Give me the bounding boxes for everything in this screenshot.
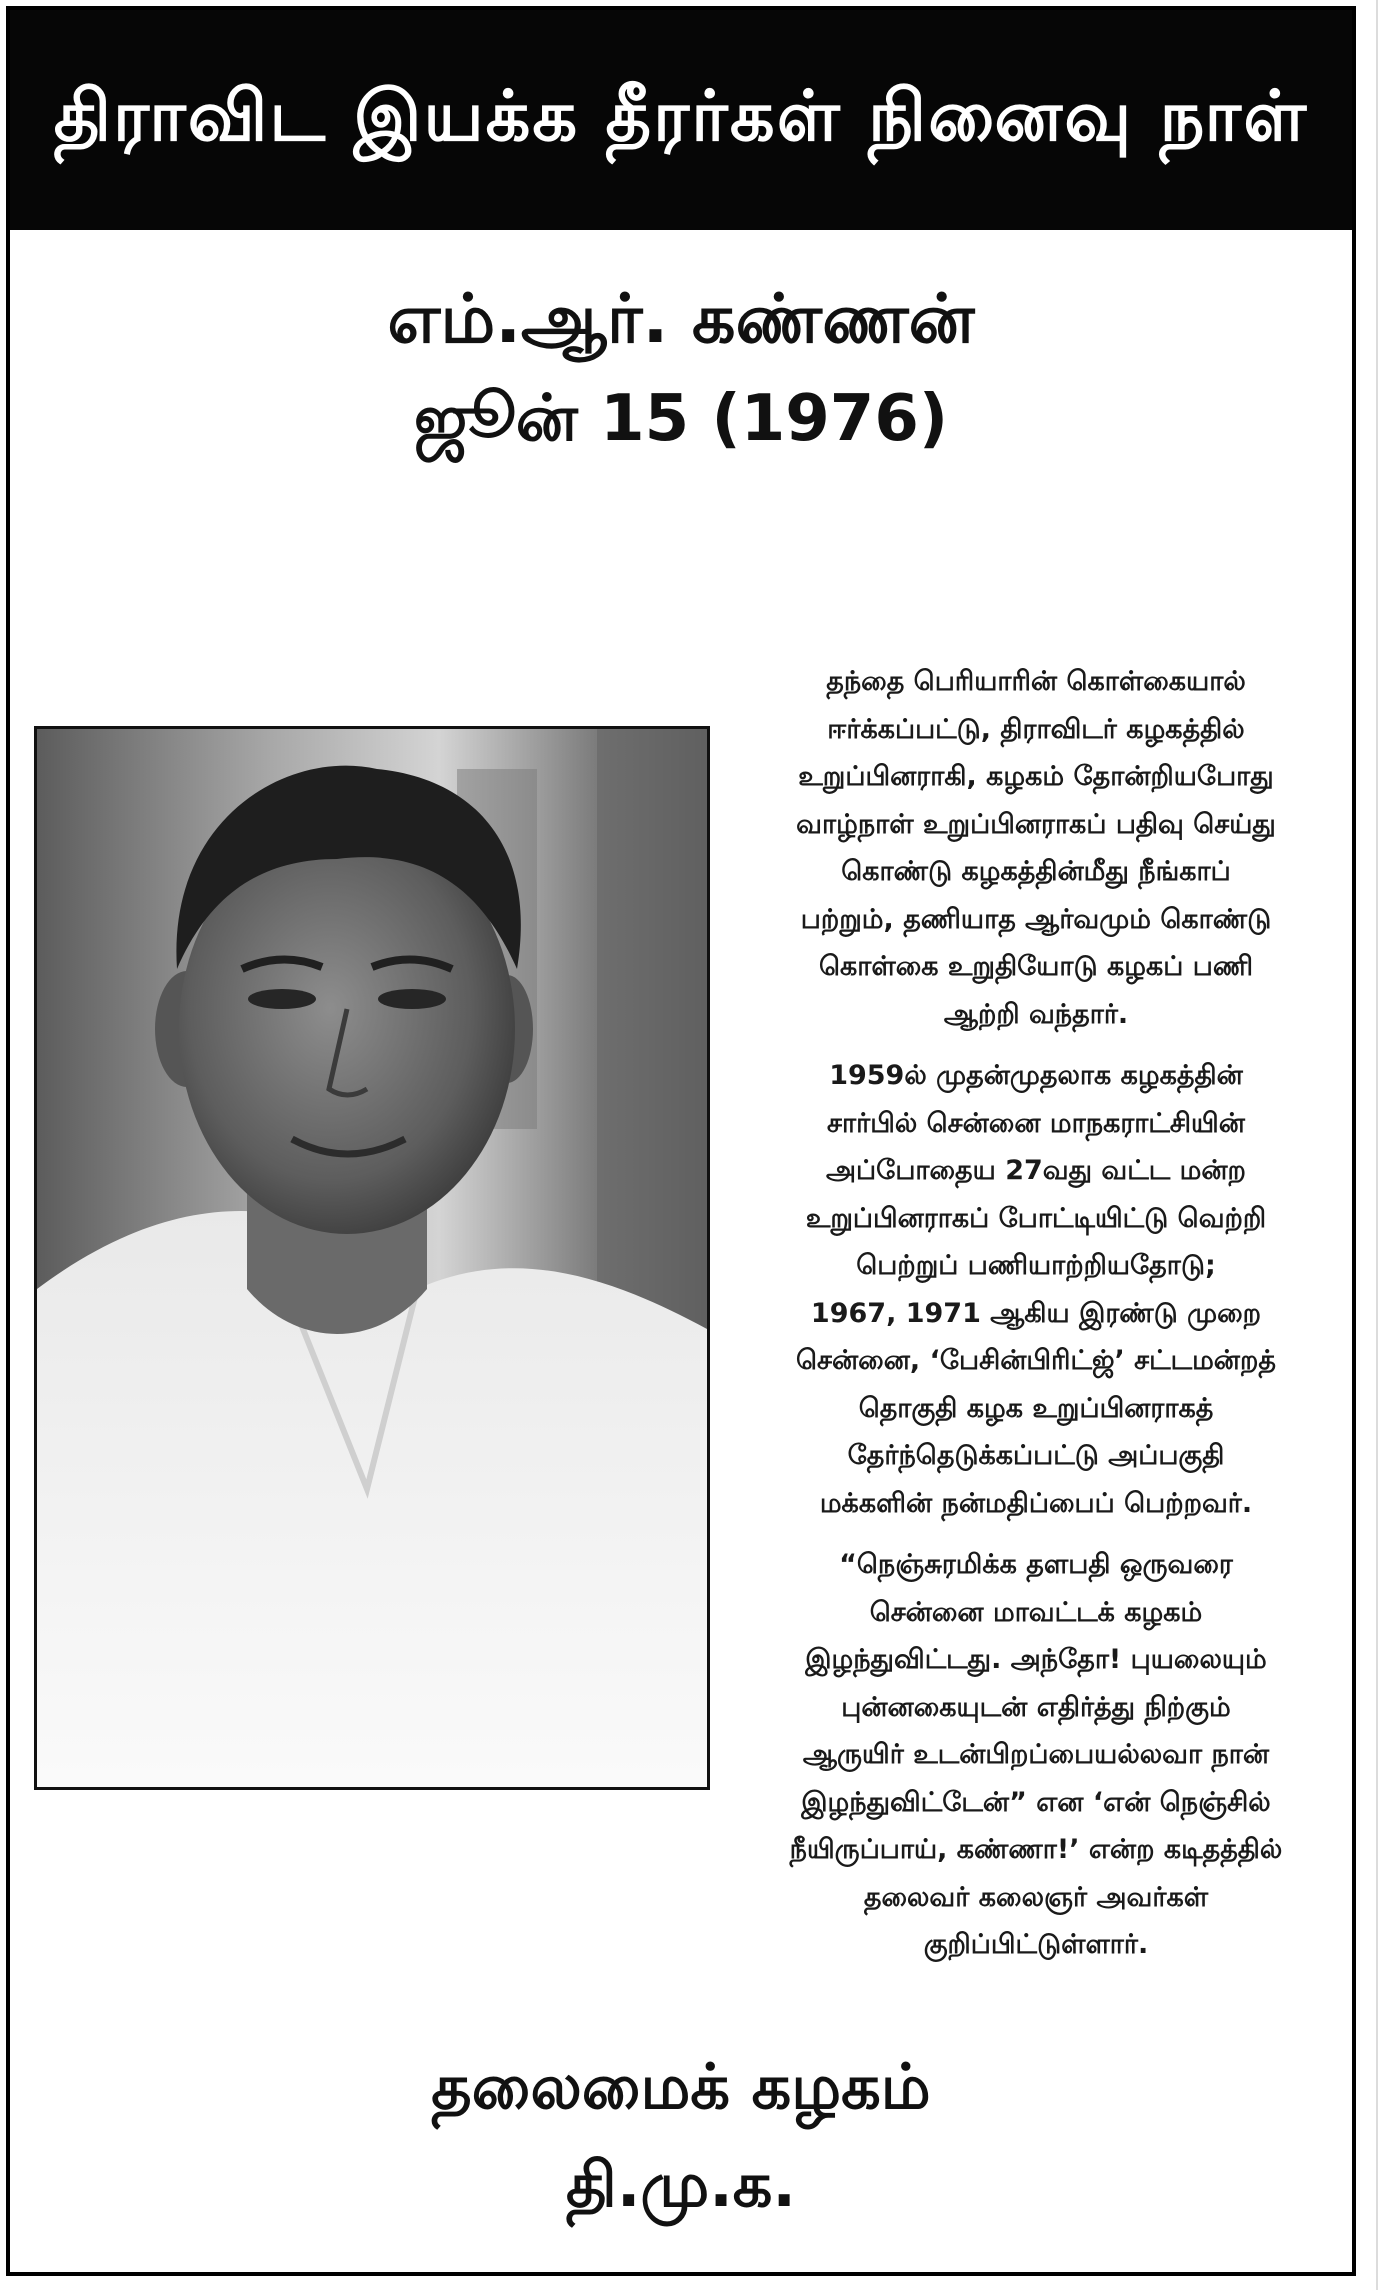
bio-line: சார்பில் சென்னை மாநகராட்சியின் [827, 1107, 1245, 1139]
bio-line: ஈர்க்கப்பட்டு, திராவிடர் கழகத்தில் [827, 713, 1245, 745]
bio-line: மக்களின் நன்மதிப்பைப் பெற்றவர். [819, 1487, 1253, 1519]
bio-line: “நெஞ்சுரமிக்க தளபதி ஒருவரை [839, 1549, 1233, 1580]
bio-line: தலைவர் கலைஞர் அவர்கள் [863, 1881, 1209, 1913]
biography-text [730, 658, 1342, 1983]
banner-title: திராவிட இயக்க தீரர்கள் நினைவு நாள் [53, 74, 1309, 157]
bio-line: இழந்துவிட்டேன்” என ‘என் நெஞ்சில் [801, 1786, 1271, 1818]
bio-line: இழந்துவிட்டது. அந்தோ! புயலையும் [805, 1644, 1267, 1675]
portrait-illustration [37, 729, 707, 1787]
bio-line: உறுப்பினராகப் போட்டியிட்டு வெற்றி [805, 1202, 1267, 1234]
footer-organization: தலைமைக் கழகம் [431, 2050, 931, 2123]
memorial-date: ஜூன் 15 (1976) [413, 382, 949, 456]
bio-line: கொள்கை உறுதியோடு கழகப் பணி [818, 951, 1254, 982]
bio-paragraph-1 [730, 658, 1342, 1038]
bio-line: ஆற்றி வந்தார். [943, 998, 1129, 1030]
bio-line: குறிப்பிட்டுள்ளார். [923, 1929, 1149, 1960]
bio-line: ஆருயிர் உடன்பிறப்பையல்லவா நான் [802, 1739, 1270, 1770]
bio-line: நீயிருப்பாய், கண்ணா!’ என்ற கடிதத்தில் [789, 1834, 1283, 1865]
person-name: எம்.ஆர். கண்ணன் [387, 280, 975, 359]
bio-line: புன்னகையுடன் எதிர்த்து நிற்கும் [841, 1691, 1231, 1723]
page-edge-line [1376, 0, 1378, 2290]
bio-line: 1967, 1971 ஆகிய இரண்டு முறை [810, 1297, 1262, 1329]
bio-line: வாழ்நாள் உறுப்பினராகப் பதிவு செய்து [796, 808, 1276, 840]
title-banner [10, 10, 1352, 230]
bio-line: தொகுதி கழக உறுப்பினராகத் [858, 1392, 1214, 1424]
portrait-photo [34, 726, 710, 1790]
bio-line: உறுப்பினராகி, கழகம் தோன்றியபோது [798, 761, 1274, 792]
bio-line: அப்போதைய 27வது வட்ட மன்ற [826, 1155, 1246, 1186]
bio-paragraph-3 [730, 1541, 1342, 1969]
bio-line: கொண்டு கழகத்தின்மீது நீங்காப் [841, 856, 1231, 887]
footer-party-name: தி.மு.க. [566, 2148, 796, 2221]
memorial-poster [6, 6, 1356, 2276]
bio-line: பற்றும், தணியாத ஆர்வமும் கொண்டு [800, 903, 1272, 935]
bio-line: தந்தை பெரியாரின் கொள்கையால் [826, 666, 1246, 697]
bio-line: தேர்ந்தெடுக்கப்பட்டு அப்பகுதி [847, 1440, 1225, 1471]
bio-paragraph-2 [730, 1052, 1342, 1527]
bio-line: சென்னை மாவட்டக் கழகம் [869, 1596, 1203, 1628]
bio-line: 1959ல் முதன்முதலாக கழகத்தின் [829, 1060, 1243, 1091]
bio-line: சென்னை, ‘பேசின்பிரிட்ஜ்’ சட்டமன்றத் [796, 1345, 1276, 1376]
bio-line: பெற்றுப் பணியாற்றியதோடு; [856, 1250, 1216, 1281]
